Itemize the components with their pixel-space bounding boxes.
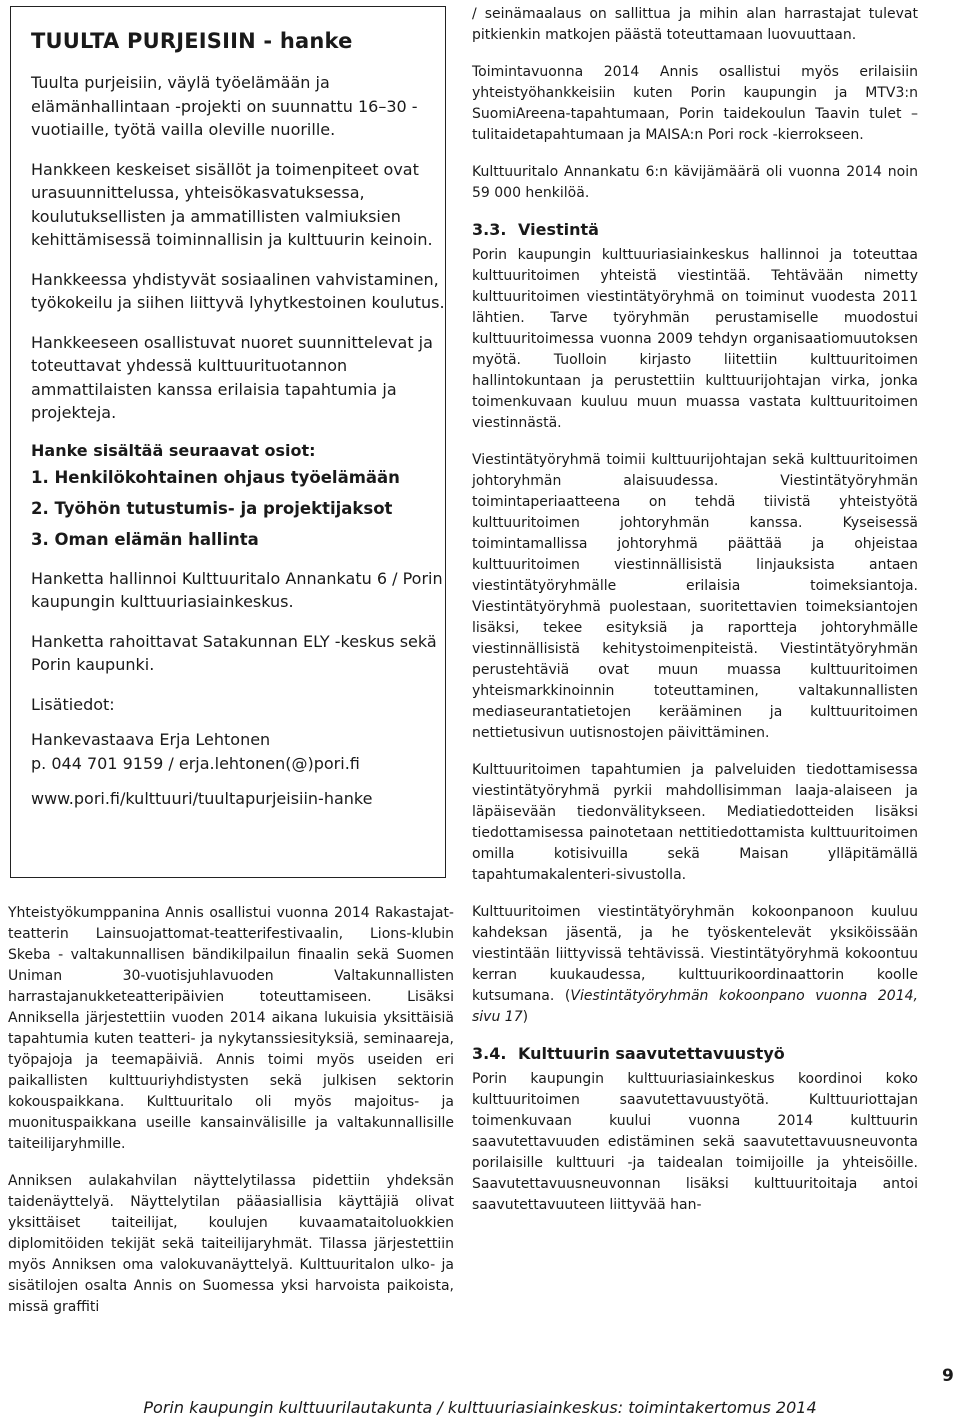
section-number: 3.3. [472,220,507,239]
section-heading-viestinta [472,220,918,239]
body-paragraph: Yhteistyökumppanina Annis osallistui vuonna 2014 Rakastajat-teatterin Lainsuojattomat-teatterifestivaalin, Lions-klubin Skeba - valtakunnallisen bändikilpailun finaalin sekä Suomen Uniman 30-vuotisjuhlavuoden Valtakunnallisten harrastajanukketeatteripäivien toteuttamiseen. Lisäksi Anniksella järjestettiin vuoden 2014 aikana lukuisia yksittäisiä tapahtumia kuten teatteri- ja nykytanssiesityksiä, seminaareja, työpajoja ja teemapäiviä. Annis toimi myös useiden eri paikallisten kulttuuriyhdistysten sekä julkisen sektorin kokouspaikkana. Kulttuuritalo oli myös majoitus- ja muonituspaikkana useille kansainvälisille ja valtakunnallisille taiteilijaryhmille. [8,905,454,1152]
body-paragraph: Anniksen aulakahvilan näyttelytilassa pidettiin yhdeksän taidenäyttelyä. Näyttelytilan pääasiallisia käyttäjiä olivat yksittäiset taiteilijat, koulujen kuvaamataitoluokkien diplomitöiden tekijät sekä taiteilijaryhmät. Tilassa järjestettiin myös Anniksen oma valokuvanäyttelyä. Kulttuuritalon ulko- ja sisätilojen osalta Annis on Suomessa yksi harvoista paikoista, missä graffiti [8,1173,454,1315]
section-number: 3.4. [472,1044,507,1063]
box-paragraph: Hankkeessa yhdistyvät sosiaalinen vahvistaminen, työkokeilu ja siihen liittyvä lyhytkestoinen koulutus. [31,269,445,312]
project-info-box [10,6,446,878]
parts-heading: Hanke sisältää seuraavat osiot: [31,440,316,460]
section-title: Kulttuurin saavutettavuustyö [518,1044,785,1063]
body-paragraph: Kulttuuritalo Annankatu 6:n kävijämäärä oli vuonna 2014 noin 59 000 henkilöä. [472,164,918,201]
section-heading-saavutettavuus [472,1044,918,1063]
left-column [8,903,454,1334]
body-paragraph: Porin kaupungin kulttuuriasiainkeskus koordinoi koko kulttuuritoimen saavutettavuustyötä. Kulttuuriottajan toimenkuvaan kuului vuonna 2014 kulttuurin saavutettavuuden edistäminen sekä saavutettavuusneuvonta porilaisille kulttuuri -ja taidealan toimijoille ja yhteisöille. Saavutettavuusneuvonnan lisäksi kulttuuritoitaja antoi saavutettavuuteen liittyvää han- [472,1071,918,1213]
page-number: 9 [942,1366,954,1386]
body-paragraph: Toimintavuonna 2014 Annis osallistui myös erilaisiin yhteistyöhankkeisiin kuten Porin kaupungin ja MTV3:n SuomiAreena-tapahtumaan, Porin taidekoulun Taavin tulet –tulitaidetapahtumaan ja MAISA:n Pori rock -kierrokseen. [472,64,918,143]
parts-item: 1. Henkilökohtainen ohjaus työelämään [31,467,400,487]
right-column [472,4,918,1232]
body-paragraph: Porin kaupungin kulttuuriasiainkeskus hallinnoi ja toteuttaa kulttuuritoimen yhteistä viestintää. Tehtävään nimetty kulttuuritoimen viestintätyöryhmä on toiminut vuodesta 2011 lähtien. Tarve työryhmän perustamiselle muodostui kulttuuritoimessa vuonna 2009 tehdyn organisaatiomuutoksen myötä. Tuolloin kirjasto liitettiin kulttuuritoimen hallintokuntaan ja perustettiin kulttuurijohtajan virka, jonka toimenkuvaan kuuluu muun muassa vastata kulttuuritoimen viestinnästä. [472,247,918,431]
box-title: TUULTA PURJEISIIN - hanke [31,29,353,53]
box-paragraph: Tuulta purjeisiin, väylä työelämään ja elämänhallintaan -projekti on suunnattu 16–30 -vuotiaille, työtä vailla oleville nuorille. [31,73,418,139]
page-footer: Porin kaupungin kulttuurilautakunta / kulttuuriasiainkeskus: toimintakertomus 2014 [143,1398,817,1417]
paragraph-text: Kulttuuritoimen viestintätyöryhmän kokoonpanoon kuuluu kahdeksan jäsentä, ja he työskentelevät yksiköissään viestintään liittyvissä tehtävissä. Viestintätyöryhmä kokoontuu kerran kuukaudessa, kulttuurikoordinaattorin koolle kutsumana. ( [472,904,918,1004]
info-label: Lisätiedot: [31,694,115,714]
parts-item: 2. Työhön tutustumis- ja projektijaksot [31,498,393,518]
box-paragraph: Hanketta hallinnoi Kulttuuritalo Annankatu 6 / Porin kaupungin kulttuuriasiainkeskus. [31,568,443,611]
body-paragraph: Kulttuuritoimen tapahtumien ja palveluiden tiedottamisessa viestintätyöryhmä pyrkii mahdollisimman laaja-alaiseen ja läpäisevään tiedonvälitykseen. Mediatiedotteiden lisäksi tiedottamisessa painotetaan nettitiedottamista kulttuuritoimen omilla kotisivuilla sekä Maisan ylläpitämällä tapahtumakalenteri-sivustolla. [472,762,918,883]
contact-name: Hankevastaava Erja Lehtonen [31,730,271,749]
parts-item: 3. Oman elämän hallinta [31,529,259,549]
contact-phone: p. 044 701 9159 / erja.lehtonen(@)pori.fi [31,753,360,773]
body-paragraph: Viestintätyöryhmä toimii kulttuurijohtajan sekä kulttuuritoimen johtoryhmän alaisuudessa. Viestintätyöryhmän toimintaperiaatteena on tehdä tiivistä yhteistyötä kulttuuritoimen johtoryhmän kanssa. Kyseisessä toimintamallissa johtoryhmä päättää ja ohjeistaa kulttuuritoimen viestinnällisistä linjauksista antaen viestintätyöryhmälle erilaisia toimeksiantoja. Viestintätyöryhmä puolestaan, suoritettavien toimeksiantojen lisäksi, tekee esityksiä ja raportteja johtoryhmälle viestinnällisistä kehitystoimenpiteistä. Viestintätyöryhmän perustehtäviä ovat muun muassa kulttuuritoimen yhteismarkkinoinnin toteuttaminen, valtakunnallisten mediaseurantatietojen kerääminen ja kulttuuritoimen nettietusivun uutisnostojen päivittäminen. [472,452,918,741]
project-url: www.pori.fi/kulttuuri/tuultapurjeisiin-hanke [31,789,373,808]
paragraph-reference: Viestintätyöryhmän kokoonpano vuonna 2014, sivu 17 [472,988,918,1025]
box-paragraph: Hankkeeseen osallistuvat nuoret suunnittelevat ja toteuttavat yhdessä kulttuurituotannon ammattilaisten kanssa erilaisia tapahtumia ja projekteja. [31,332,433,422]
section-title: Viestintä [518,220,599,239]
box-paragraph: Hanketta rahoittavat Satakunnan ELY -keskus sekä Porin kaupunki. [31,631,437,674]
body-paragraph [472,902,918,1028]
box-paragraph: Hankkeen keskeiset sisällöt ja toimenpiteet ovat urasuunnittelussa, yhteisökasvatuksessa, koulutuksellisten ja ammatillisten valmiuksien kehittämisessä toiminnallisin ja kulttuurin keinoin. [31,159,433,249]
body-paragraph: / seinämaalaus on sallittua ja mihin alan harrastajat tulevat pitkienkin matkojen päästä toteuttamaan luovuuttaan. [472,6,918,43]
paragraph-text: ) [522,1009,529,1025]
